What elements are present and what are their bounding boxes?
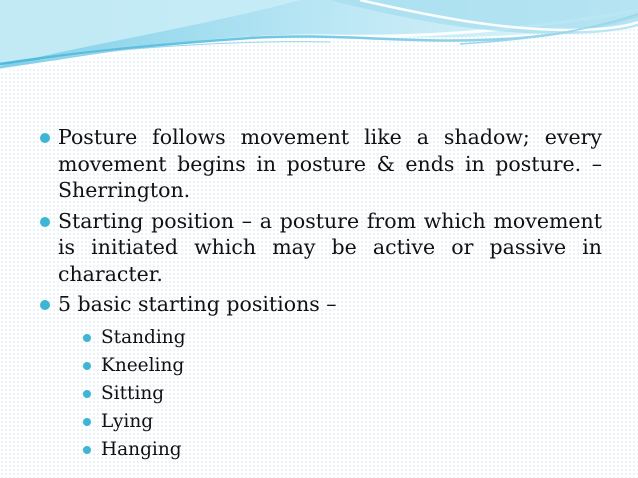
sub-bullet-text: Sitting: [101, 382, 165, 404]
header-wave-decoration: [0, 0, 638, 80]
sub-bullet-item: [83, 380, 602, 408]
sub-bullet-text: Lying: [101, 410, 154, 432]
sub-bullet-list: [58, 324, 602, 464]
slide-content: [40, 124, 602, 468]
bullet-item: [40, 208, 602, 288]
bullet-text: Posture follows movement like a shadow; every movement begins in posture & ends in posture. – Sherrington.: [58, 125, 602, 202]
sub-bullet-text: Kneeling: [101, 354, 185, 376]
sub-bullet-item: [83, 324, 602, 352]
bullet-list: [40, 124, 602, 464]
bullet-text: 5 basic starting positions –: [58, 292, 337, 316]
bullet-text: Starting position – a posture from which movement is initiated which may be active or passive in character.: [58, 208, 602, 286]
bullet-item: [40, 291, 602, 464]
sub-bullet-text: Hanging: [101, 438, 182, 460]
sub-bullet-text: Standing: [101, 326, 186, 348]
sub-bullet-item: [83, 436, 602, 464]
bullet-item: [40, 124, 602, 204]
sub-bullet-item: [83, 352, 602, 380]
sub-bullet-item: [83, 408, 602, 436]
